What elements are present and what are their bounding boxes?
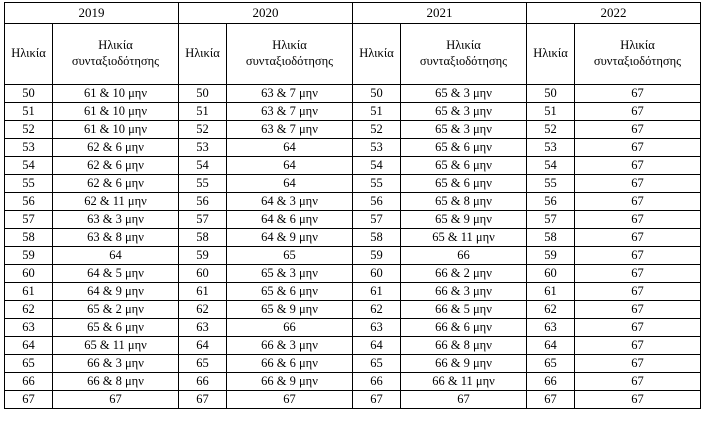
cell-pension-2019: 65 & 6 μην [53,319,179,337]
cell-pension-2020: 65 & 9 μην [227,301,353,319]
column-header-pension-2022: Ηλικία συνταξιοδότησης [575,24,701,85]
cell-pension-2019: 67 [53,391,179,409]
cell-age-2021: 66 [353,373,401,391]
table-row [5,247,701,265]
cell-pension-2021: 66 [401,247,527,265]
cell-age-2021: 53 [353,139,401,157]
cell-pension-2022: 67 [575,337,701,355]
cell-pension-2019: 66 & 8 μην [53,373,179,391]
table-row [5,301,701,319]
table-row [5,121,701,139]
cell-age-2020: 56 [179,193,227,211]
cell-age-2020: 52 [179,121,227,139]
cell-pension-2022: 67 [575,157,701,175]
cell-pension-2020: 64 [227,157,353,175]
cell-pension-2022: 67 [575,193,701,211]
cell-pension-2021: 65 & 6 μην [401,175,527,193]
cell-pension-2022: 67 [575,103,701,121]
cell-age-2022: 65 [527,355,575,373]
cell-age-2021: 60 [353,265,401,283]
cell-age-2020: 60 [179,265,227,283]
cell-pension-2020: 65 & 6 μην [227,283,353,301]
table-row [5,337,701,355]
cell-pension-2022: 67 [575,265,701,283]
table-body [5,85,701,409]
cell-age-2020: 62 [179,301,227,319]
column-header-age-2019: Ηλικία [5,24,53,85]
cell-pension-2021: 66 & 6 μην [401,319,527,337]
cell-pension-2020: 63 & 7 μην [227,85,353,103]
cell-pension-2021: 66 & 3 μην [401,283,527,301]
table-row [5,391,701,409]
cell-age-2019: 51 [5,103,53,121]
cell-pension-2019: 62 & 6 μην [53,139,179,157]
cell-pension-2021: 66 & 5 μην [401,301,527,319]
cell-pension-2019: 62 & 11 μην [53,193,179,211]
cell-pension-2019: 61 & 10 μην [53,85,179,103]
cell-age-2019: 60 [5,265,53,283]
cell-pension-2022: 67 [575,319,701,337]
cell-age-2022: 56 [527,193,575,211]
cell-pension-2019: 63 & 8 μην [53,229,179,247]
cell-age-2019: 58 [5,229,53,247]
cell-age-2021: 67 [353,391,401,409]
cell-age-2019: 63 [5,319,53,337]
cell-age-2019: 50 [5,85,53,103]
cell-pension-2020: 64 & 3 μην [227,193,353,211]
cell-age-2020: 67 [179,391,227,409]
cell-pension-2021: 65 & 11 μην [401,229,527,247]
cell-pension-2019: 62 & 6 μην [53,157,179,175]
year-header-2021: 2021 [353,3,527,24]
cell-pension-2019: 66 & 3 μην [53,355,179,373]
cell-age-2020: 50 [179,85,227,103]
cell-pension-2020: 66 & 6 μην [227,355,353,373]
cell-pension-2020: 63 & 7 μην [227,121,353,139]
retirement-age-table [4,2,701,409]
cell-pension-2019: 65 & 11 μην [53,337,179,355]
cell-pension-2022: 67 [575,121,701,139]
cell-age-2019: 54 [5,157,53,175]
cell-age-2021: 52 [353,121,401,139]
cell-age-2020: 59 [179,247,227,265]
cell-pension-2022: 67 [575,175,701,193]
cell-age-2022: 57 [527,211,575,229]
cell-pension-2022: 67 [575,355,701,373]
cell-age-2019: 66 [5,373,53,391]
cell-pension-2022: 67 [575,247,701,265]
cell-age-2022: 67 [527,391,575,409]
cell-age-2019: 64 [5,337,53,355]
cell-pension-2022: 67 [575,283,701,301]
column-header-pension-2021: Ηλικία συνταξιοδότησης [401,24,527,85]
table-row [5,355,701,373]
table-row [5,283,701,301]
cell-pension-2019: 64 & 9 μην [53,283,179,301]
cell-pension-2021: 65 & 6 μην [401,157,527,175]
cell-age-2022: 54 [527,157,575,175]
cell-pension-2021: 67 [401,391,527,409]
cell-age-2022: 59 [527,247,575,265]
cell-pension-2020: 65 [227,247,353,265]
cell-age-2020: 55 [179,175,227,193]
cell-pension-2021: 65 & 6 μην [401,139,527,157]
cell-pension-2019: 61 & 10 μην [53,103,179,121]
table-header [5,3,701,85]
cell-pension-2022: 67 [575,139,701,157]
cell-pension-2020: 64 & 6 μην [227,211,353,229]
cell-age-2020: 51 [179,103,227,121]
cell-pension-2020: 65 & 3 μην [227,265,353,283]
cell-age-2022: 64 [527,337,575,355]
cell-pension-2021: 66 & 2 μην [401,265,527,283]
cell-pension-2020: 66 [227,319,353,337]
cell-pension-2020: 64 [227,175,353,193]
cell-age-2019: 65 [5,355,53,373]
cell-pension-2019: 62 & 6 μην [53,175,179,193]
cell-pension-2022: 67 [575,85,701,103]
cell-age-2022: 66 [527,373,575,391]
cell-age-2021: 50 [353,85,401,103]
table-row [5,157,701,175]
cell-pension-2022: 67 [575,301,701,319]
cell-age-2019: 52 [5,121,53,139]
cell-age-2022: 50 [527,85,575,103]
cell-age-2019: 55 [5,175,53,193]
cell-pension-2019: 64 & 5 μην [53,265,179,283]
cell-age-2021: 62 [353,301,401,319]
table-row [5,211,701,229]
cell-pension-2019: 63 & 3 μην [53,211,179,229]
cell-pension-2020: 64 & 9 μην [227,229,353,247]
cell-age-2022: 53 [527,139,575,157]
cell-pension-2022: 67 [575,373,701,391]
cell-age-2019: 61 [5,283,53,301]
year-header-2020: 2020 [179,3,353,24]
cell-pension-2019: 65 & 2 μην [53,301,179,319]
cell-age-2022: 52 [527,121,575,139]
table-row [5,85,701,103]
cell-pension-2021: 66 & 8 μην [401,337,527,355]
cell-pension-2019: 61 & 10 μην [53,121,179,139]
table-row [5,193,701,211]
column-header-age-2022: Ηλικία [527,24,575,85]
cell-pension-2020: 64 [227,139,353,157]
cell-age-2020: 66 [179,373,227,391]
cell-pension-2022: 67 [575,391,701,409]
cell-pension-2021: 65 & 9 μην [401,211,527,229]
table-row [5,319,701,337]
table-row [5,139,701,157]
cell-age-2019: 67 [5,391,53,409]
cell-age-2022: 62 [527,301,575,319]
cell-age-2021: 55 [353,175,401,193]
table-row [5,229,701,247]
cell-pension-2019: 64 [53,247,179,265]
cell-age-2021: 61 [353,283,401,301]
cell-pension-2021: 65 & 3 μην [401,103,527,121]
cell-age-2019: 59 [5,247,53,265]
cell-age-2019: 53 [5,139,53,157]
cell-age-2020: 53 [179,139,227,157]
cell-age-2021: 57 [353,211,401,229]
column-header-row [5,24,701,85]
cell-pension-2022: 67 [575,211,701,229]
cell-age-2021: 58 [353,229,401,247]
cell-age-2020: 58 [179,229,227,247]
column-header-pension-2019: Ηλικία συνταξιοδότησης [53,24,179,85]
cell-age-2020: 54 [179,157,227,175]
cell-age-2021: 64 [353,337,401,355]
cell-age-2020: 65 [179,355,227,373]
cell-age-2021: 54 [353,157,401,175]
cell-age-2021: 59 [353,247,401,265]
cell-age-2022: 60 [527,265,575,283]
table-row [5,265,701,283]
cell-pension-2020: 67 [227,391,353,409]
cell-age-2019: 62 [5,301,53,319]
cell-age-2020: 64 [179,337,227,355]
cell-pension-2020: 63 & 7 μην [227,103,353,121]
cell-age-2022: 63 [527,319,575,337]
cell-age-2020: 63 [179,319,227,337]
year-header-2022: 2022 [527,3,701,24]
cell-age-2022: 61 [527,283,575,301]
cell-pension-2020: 66 & 9 μην [227,373,353,391]
cell-pension-2021: 66 & 11 μην [401,373,527,391]
cell-age-2019: 56 [5,193,53,211]
cell-pension-2021: 65 & 3 μην [401,85,527,103]
column-header-pension-2020: Ηλικία συνταξιοδότησης [227,24,353,85]
column-header-age-2021: Ηλικία [353,24,401,85]
cell-age-2022: 51 [527,103,575,121]
cell-pension-2021: 66 & 9 μην [401,355,527,373]
cell-age-2021: 56 [353,193,401,211]
cell-age-2022: 55 [527,175,575,193]
cell-age-2021: 51 [353,103,401,121]
cell-pension-2020: 66 & 3 μην [227,337,353,355]
cell-age-2021: 63 [353,319,401,337]
column-header-age-2020: Ηλικία [179,24,227,85]
table-row [5,373,701,391]
table-row [5,175,701,193]
table-row [5,103,701,121]
cell-pension-2021: 65 & 8 μην [401,193,527,211]
cell-pension-2021: 65 & 3 μην [401,121,527,139]
cell-pension-2022: 67 [575,229,701,247]
cell-age-2019: 57 [5,211,53,229]
cell-age-2022: 58 [527,229,575,247]
cell-age-2020: 57 [179,211,227,229]
year-header-2019: 2019 [5,3,179,24]
year-header-row [5,3,701,24]
cell-age-2021: 65 [353,355,401,373]
cell-age-2020: 61 [179,283,227,301]
